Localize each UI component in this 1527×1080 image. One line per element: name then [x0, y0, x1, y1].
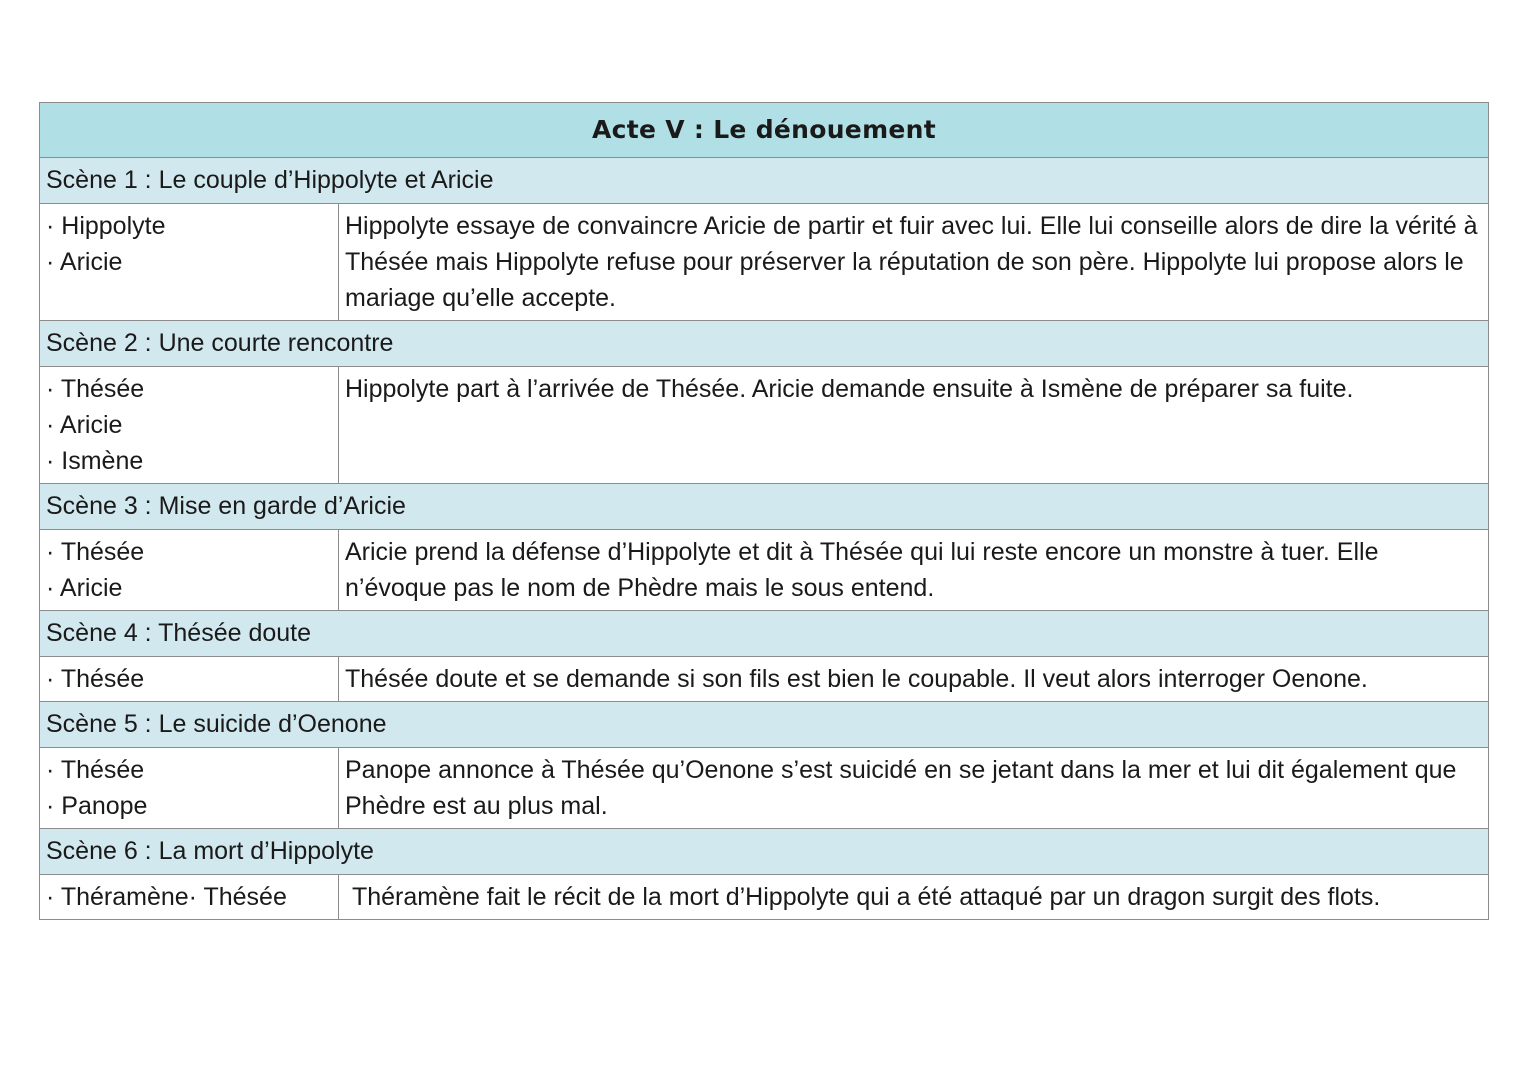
- title-row: [40, 103, 1489, 158]
- character-name: · Ismène: [46, 447, 144, 475]
- scene-table-container: [39, 102, 1488, 920]
- scene-detail-row: [40, 875, 1489, 920]
- scene-summary: Panope annonce à Thésée qu’Oenone s’est suicidé en se jetant dans la mer et lui dit également que Phèdre est au plus mal.: [339, 748, 1489, 829]
- scene-characters: [40, 367, 339, 484]
- character-name: · Thésée: [46, 375, 145, 403]
- scene-heading-row: [40, 158, 1489, 204]
- character-name: · Aricie: [46, 248, 123, 276]
- scene-heading-row: [40, 702, 1489, 748]
- character-name: · Thésée: [46, 665, 145, 693]
- scene-summary: Hippolyte essaye de convaincre Aricie de partir et fuir avec lui. Elle lui conseille alors de dire la vérité à Thésée mais Hippolyte refuse pour préserver la réputation de son père. Hippolyte lui propose alors le mariage qu’elle accepte.: [339, 204, 1489, 321]
- character-name: · Panope: [46, 792, 148, 820]
- character-name: · Thésée: [46, 538, 145, 566]
- scene-heading: Scène 1 : Le couple d’Hippolyte et Aricie: [40, 158, 1489, 204]
- character-name: · Hippolyte: [46, 212, 166, 240]
- character-name: · Théramène· Thésée: [46, 883, 287, 911]
- scene-table: [39, 102, 1489, 920]
- scene-heading: Scène 6 : La mort d’Hippolyte: [40, 829, 1489, 875]
- scene-detail-row: [40, 530, 1489, 611]
- scene-heading-row: [40, 829, 1489, 875]
- scene-heading: Scène 3 : Mise en garde d’Aricie: [40, 484, 1489, 530]
- scene-heading-row: [40, 321, 1489, 367]
- scene-characters: [40, 748, 339, 829]
- scene-characters: [40, 204, 339, 321]
- character-name: · Aricie: [46, 574, 123, 602]
- scene-heading: Scène 5 : Le suicide d’Oenone: [40, 702, 1489, 748]
- scene-detail-row: [40, 204, 1489, 321]
- scene-summary: Hippolyte part à l’arrivée de Thésée. Aricie demande ensuite à Ismène de préparer sa fuite.: [339, 367, 1489, 484]
- scene-heading-row: [40, 611, 1489, 657]
- scene-summary: Théramène fait le récit de la mort d’Hippolyte qui a été attaqué par un dragon surgit des flots.: [339, 875, 1489, 920]
- act-title: Acte V : Le dénouement: [40, 103, 1489, 158]
- scene-detail-row: [40, 748, 1489, 829]
- scene-detail-row: [40, 367, 1489, 484]
- character-name: · Thésée: [46, 756, 145, 784]
- scene-characters: [40, 530, 339, 611]
- scene-heading: Scène 4 : Thésée doute: [40, 611, 1489, 657]
- scene-summary: Aricie prend la défense d’Hippolyte et dit à Thésée qui lui reste encore un monstre à tuer. Elle n’évoque pas le nom de Phèdre mais le sous entend.: [339, 530, 1489, 611]
- scene-heading: Scène 2 : Une courte rencontre: [40, 321, 1489, 367]
- scene-summary: Thésée doute et se demande si son fils est bien le coupable. Il veut alors interroger Oenone.: [339, 657, 1489, 702]
- scene-characters: [40, 875, 339, 920]
- scene-detail-row: [40, 657, 1489, 702]
- scene-heading-row: [40, 484, 1489, 530]
- scene-characters: [40, 657, 339, 702]
- character-name: · Aricie: [46, 411, 123, 439]
